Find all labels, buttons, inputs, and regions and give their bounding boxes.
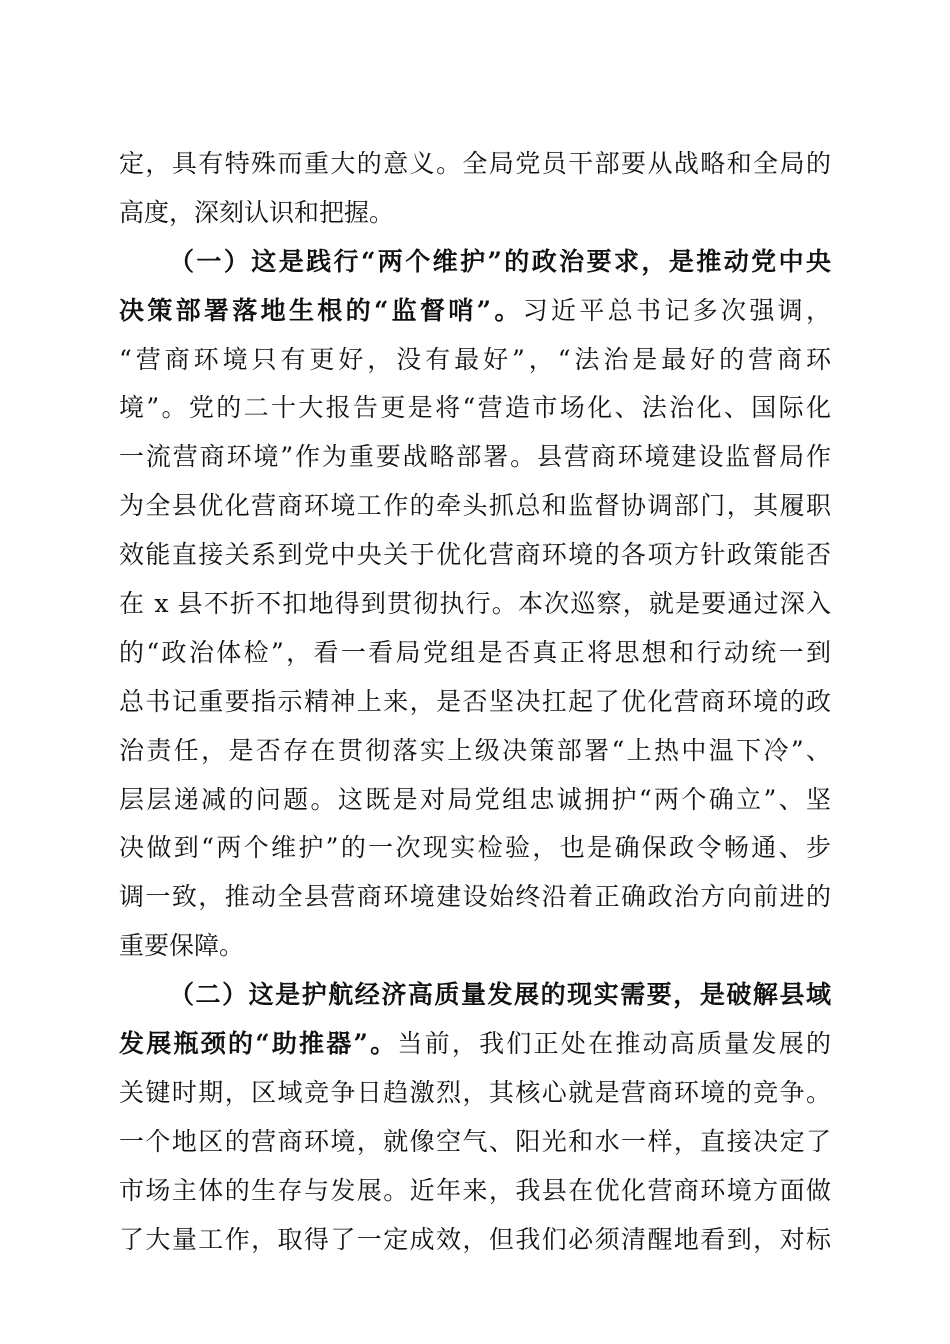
text-line: “营商环境只有更好，没有最好”，“法治是最好的营商环 [119,344,831,374]
text-line: 一流营商环境”作为重要战略部署。县营商环境建设监督局作 [119,442,831,472]
text-line: 高度，深刻认识和把握。 [119,197,395,227]
text-line: 层层递减的问题。这既是对局党组忠诚拥护“两个确立”、坚 [119,784,831,814]
text-line: 定，具有特殊而重大的意义。全局党员干部要从战略和全局的 [119,149,831,178]
text-line: 总书记重要指示精神上来，是否坚决扛起了优化营商环境的政 [119,686,831,716]
text-line: 一个地区的营商环境，就像空气、阳光和水一样，直接决定了 [119,1126,831,1156]
text-line: 在 x 县不折不扣地得到贯彻执行。本次巡察，就是要通过深入 [119,589,831,619]
text-line: 关键时期，区域竞争日趋激烈，其核心就是营商环境的竞争。 [119,1077,831,1107]
text-line: 决做到“两个维护”的一次现实检验，也是确保政令畅通、步 [119,833,831,863]
text-line: 重要保障。 [119,931,245,961]
text-line: 了大量工作，取得了一定成效，但我们必须清醒地看到，对标 [119,1224,831,1254]
section-heading-1-line: （一）这是践行“两个维护”的政治要求，是推动党中央 [169,246,831,276]
text-line: 治责任，是否存在贯彻落实上级决策部署“上热中温下冷”、 [119,735,831,765]
section-heading-2-line: （二）这是护航经济高质量发展的现实需要，是破解县域 [169,980,831,1010]
text-line: 为全县优化营商环境工作的牵头抓总和监督协调部门，其履职 [119,491,831,521]
text-line [119,287,831,336]
paragraph-text: 当前，我们正处在推动高质量发展的 [397,1029,831,1059]
text-line: 境”。党的二十大报告更是将“营造市场化、法治化、国际化 [119,393,831,423]
document-body [119,140,831,1264]
text-line: 的“政治体检”，看一看局党组是否真正将思想和行动统一到 [119,637,831,667]
text-line: 效能直接关系到党中央关于优化营商环境的各项方针政策能否 [119,540,831,570]
paragraph-text: 习近平总书记多次强调， [522,295,831,325]
text-line: 调一致，推动全县营商环境建设始终沿着正确政治方向前进的 [119,882,831,912]
text-line [119,1020,831,1069]
section-heading-1-tail: 决策部署落地生根的“监督哨”。 [119,295,523,325]
text-line: 市场主体的生存与发展。近年来，我县在优化营商环境方面做 [119,1175,831,1205]
section-heading-2-tail: 发展瓶颈的“助推器”。 [119,1029,398,1059]
